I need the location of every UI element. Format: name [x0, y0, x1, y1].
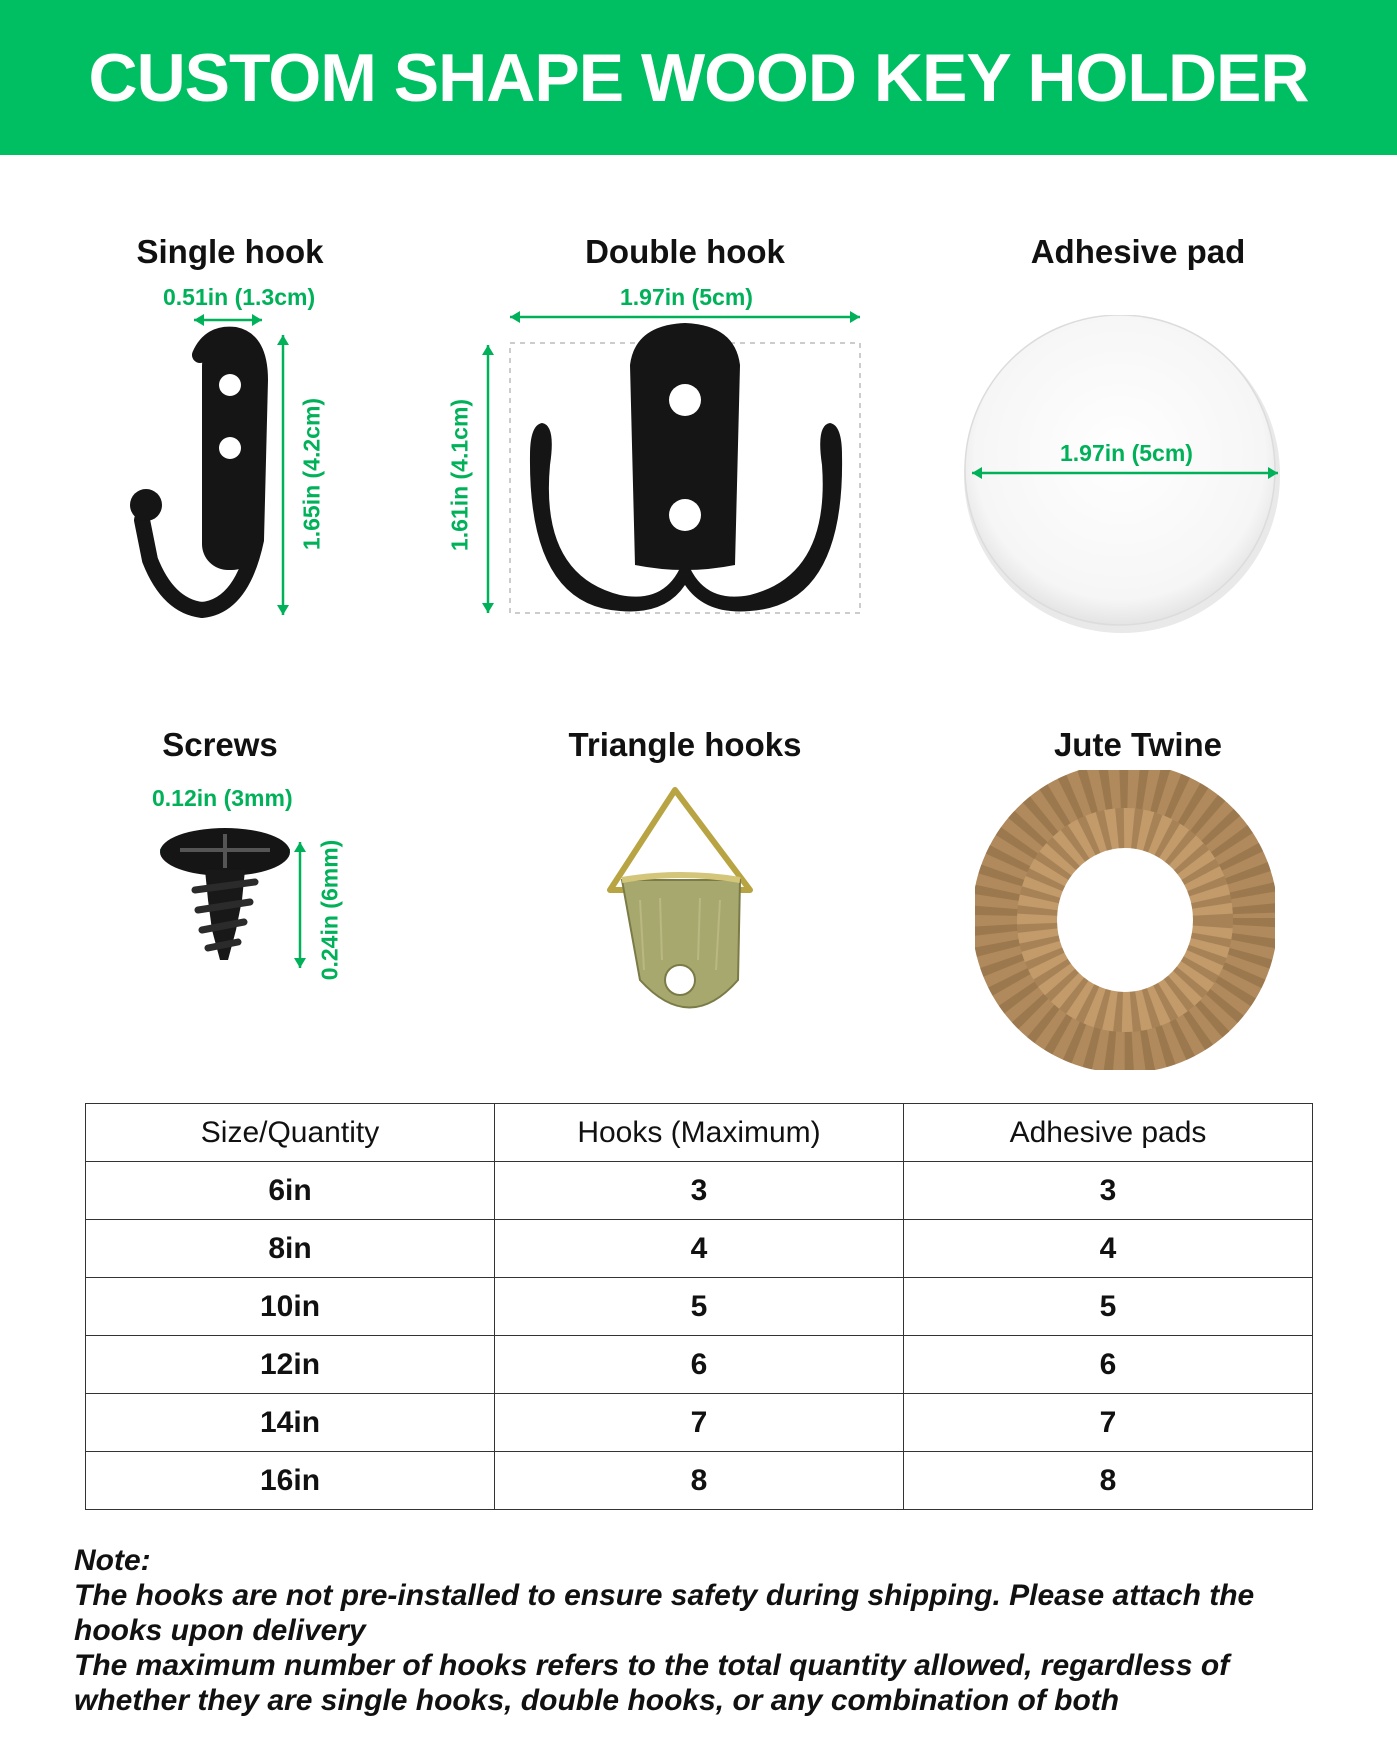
table-cell: 16in: [86, 1452, 495, 1510]
screw-height-dim: 0.24in (6mm): [316, 839, 343, 981]
table-row: [86, 1278, 1313, 1336]
screws-title: Screws: [162, 726, 278, 763]
double-hook-icon: [470, 305, 870, 625]
single-hook-height-dim: 1.65in (4.2cm): [298, 397, 325, 551]
double-hook-width-dim: 1.97in (5cm): [620, 284, 753, 310]
table-cell: 5: [495, 1278, 904, 1336]
table-cell: 7: [495, 1394, 904, 1452]
table-cell: 4: [904, 1220, 1313, 1278]
single-hook-icon: [110, 310, 300, 630]
table-row: [86, 1452, 1313, 1510]
table-row: [86, 1220, 1313, 1278]
table-header: Hooks (Maximum): [495, 1104, 904, 1162]
table-header-row: [86, 1104, 1313, 1162]
triangle-hooks-title: Triangle hooks: [568, 726, 802, 763]
table-cell: 6in: [86, 1162, 495, 1220]
size-quantity-table: [85, 1103, 1313, 1510]
header-banner: [0, 0, 1397, 155]
adhesive-pad-title: Adhesive pad: [1030, 233, 1246, 270]
double-hook-title: Double hook: [585, 233, 785, 270]
table-cell: 4: [495, 1220, 904, 1278]
single-hook-width-dim: 0.51in (1.3cm): [163, 284, 316, 310]
table-header: Adhesive pads: [904, 1104, 1313, 1162]
table-cell: 8: [904, 1452, 1313, 1510]
table-row: [86, 1162, 1313, 1220]
note-line: The maximum number of hooks refers to the total quantity allowed, regardless of whether they are single hooks, double hooks, or any combination of both: [74, 1649, 1230, 1717]
triangle-hook-icon: [600, 780, 780, 1040]
note-section: [74, 1543, 1334, 1718]
table-cell: 8: [495, 1452, 904, 1510]
double-hook-height-dim: 1.61in (4.1cm): [446, 398, 473, 552]
table-cell: 3: [904, 1162, 1313, 1220]
table-cell: 12in: [86, 1336, 495, 1394]
page-title: CUSTOM SHAPE WOOD KEY HOLDER: [88, 39, 1309, 116]
single-hook-title: Single hook: [136, 233, 324, 270]
jute-twine-icon: [975, 770, 1275, 1070]
adhesive-pad-diameter-dim: 1.97in (5cm): [1060, 440, 1193, 466]
table-row: [86, 1394, 1313, 1452]
table-cell: 7: [904, 1394, 1313, 1452]
note-line: The hooks are not pre-installed to ensure safety during shipping. Please attach the hooks upon delivery: [74, 1579, 1255, 1647]
table-cell: 6: [495, 1336, 904, 1394]
screw-icon: [150, 820, 320, 980]
table-cell: 5: [904, 1278, 1313, 1336]
table-header: Size/Quantity: [86, 1104, 495, 1162]
table-cell: 3: [495, 1162, 904, 1220]
table-cell: 10in: [86, 1278, 495, 1336]
table-cell: 8in: [86, 1220, 495, 1278]
note-heading: Note:: [74, 1544, 151, 1577]
adhesive-pad-icon: [950, 315, 1290, 645]
jute-twine-title: Jute Twine: [1053, 726, 1223, 763]
table-cell: 14in: [86, 1394, 495, 1452]
table-row: [86, 1336, 1313, 1394]
screw-width-dim: 0.12in (3mm): [152, 785, 293, 811]
table-cell: 6: [904, 1336, 1313, 1394]
